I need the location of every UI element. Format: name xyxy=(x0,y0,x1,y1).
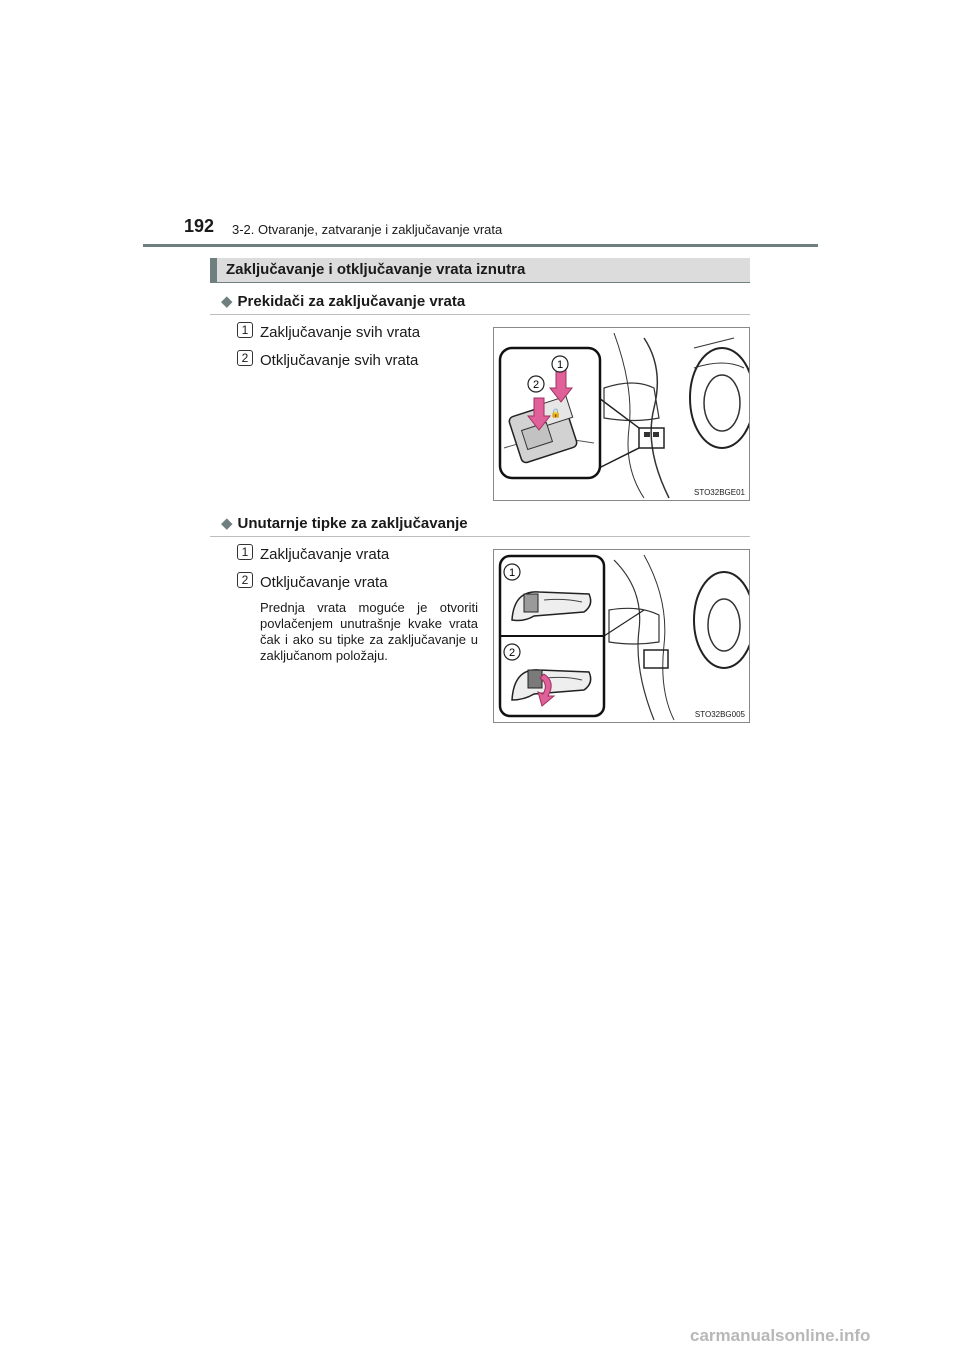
callout-label: 1 xyxy=(556,359,564,371)
door-lock-illustration xyxy=(494,550,749,722)
note-front-door: Prednja vrata moguće je otvoriti povlačenjem unutrašnje kvake vrata čak i ako su tipke za zaključavanje u zaključanom položaju. xyxy=(260,600,478,663)
subheading-lock-switches xyxy=(221,292,465,310)
running-header: 3-2. Otvaranje, zatvaranje i zaključavanje vrata xyxy=(232,222,503,237)
header-rule xyxy=(143,244,818,247)
callout-label: 2 xyxy=(532,379,540,391)
subheading-text: Prekidači za zaključavanje vrata xyxy=(237,293,466,310)
diamond-bullet-icon: ◆ xyxy=(221,293,233,310)
item-number-badge: 1 xyxy=(237,322,253,338)
svg-text:🔒: 🔒 xyxy=(550,409,562,419)
callout-label: 2 xyxy=(508,647,516,659)
lock-switch-illustration xyxy=(494,328,749,500)
subheading-rule xyxy=(210,314,750,315)
subheading-inside-lock-buttons xyxy=(221,514,468,532)
figure-inside-lock-buttons xyxy=(493,549,750,723)
figure-code: STO32BGE01 xyxy=(694,488,745,497)
subheading-text: Unutarnje tipke za zaključavanje xyxy=(237,515,468,532)
subheading-rule xyxy=(210,536,750,537)
callout-label: 1 xyxy=(508,567,516,579)
figure-code: STO32BG005 xyxy=(694,710,745,719)
diamond-bullet-icon: ◆ xyxy=(221,515,233,532)
section-band-accent xyxy=(210,258,217,282)
item-number-badge: 2 xyxy=(237,350,253,366)
watermark: carmanualsonline.info xyxy=(690,1326,871,1345)
section-band-underline xyxy=(210,282,750,283)
item-lock-door: Zaključavanje vrata xyxy=(260,546,390,563)
section-title-band xyxy=(210,258,750,282)
section-title: Zaključavanje i otključavanje vrata iznutra xyxy=(226,261,526,278)
item-unlock-door: Otključavanje vrata xyxy=(260,574,388,591)
page-number: 192 xyxy=(184,216,215,236)
item-lock-all-doors: Zaključavanje svih vrata xyxy=(260,324,421,341)
figure-lock-switches xyxy=(493,327,750,501)
item-number-badge: 1 xyxy=(237,544,253,560)
item-number-badge: 2 xyxy=(237,572,253,588)
item-unlock-all-doors: Otključavanje svih vrata xyxy=(260,352,419,369)
